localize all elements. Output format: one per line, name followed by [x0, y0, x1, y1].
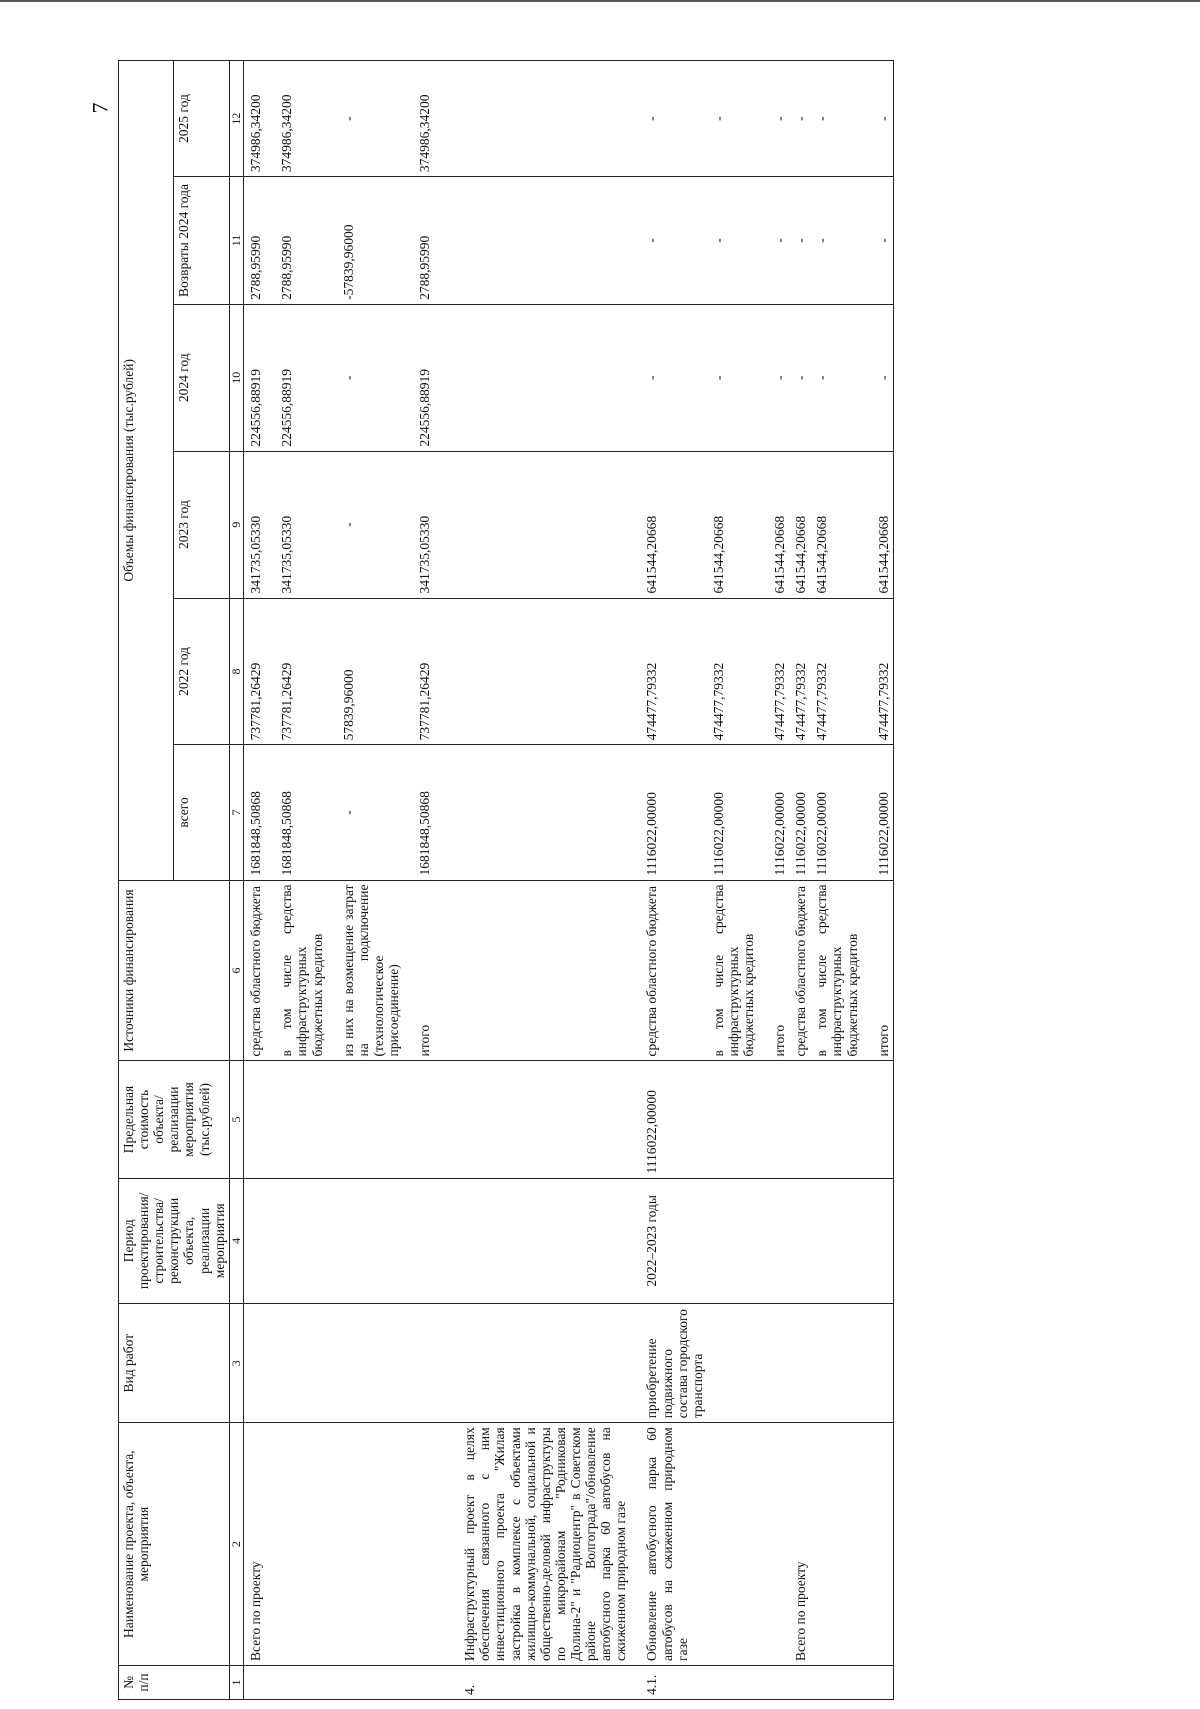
cell-period — [789, 1178, 810, 1304]
cell-name — [707, 1423, 758, 1666]
col-number: 9 — [229, 451, 243, 598]
cell-name: Обновление автобусного парка 60 автобусов на сжиженном природном газе — [630, 1423, 706, 1666]
cell-work-type — [862, 1304, 894, 1423]
cell-cost — [810, 1061, 861, 1178]
cell-cost — [789, 1061, 810, 1178]
cell-num — [265, 1665, 326, 1699]
cell-name — [758, 1423, 789, 1666]
header-num: № п/п — [119, 1665, 230, 1699]
cell-source: в том числе средства инфраструктурных бюджетных кредитов — [265, 880, 326, 1061]
cell-2023: 641544,20668 — [862, 451, 894, 598]
cell-period — [707, 1178, 758, 1304]
col-number: 3 — [229, 1304, 243, 1423]
cell-num — [862, 1665, 894, 1699]
cell-2025: 374986,34200 — [265, 61, 326, 177]
cell-2022: 474477,79332 — [789, 598, 810, 745]
cell-work-type — [327, 1304, 403, 1423]
cell-2023: 341735,05330 — [265, 451, 326, 598]
cell-total: 1116022,00000 — [862, 745, 894, 880]
cell-name — [403, 1423, 434, 1666]
cell-source: из них на возмещение затрат на подключение (технологическое присоединение) — [327, 880, 403, 1061]
cell-2025: - — [789, 61, 810, 177]
header-sources: Источники финансирования — [119, 880, 230, 1061]
cell-name: Всего по проекту — [789, 1423, 810, 1666]
cell-returns-2024: - — [810, 177, 861, 305]
cell-cost: 1116022,00000 — [630, 1061, 706, 1178]
table-row — [810, 61, 861, 1700]
cell-2023: 641544,20668 — [707, 451, 758, 598]
cell-total: 1116022,00000 — [707, 745, 758, 880]
cell-2023: 641544,20668 — [789, 451, 810, 598]
rotated-page — [118, 60, 1200, 1700]
cell-source: итого — [758, 880, 789, 1061]
cell-2024: - — [327, 304, 403, 451]
cell-cost — [244, 1061, 266, 1178]
cell-2022: 737781,26429 — [244, 598, 266, 745]
cell-returns-2024: - — [789, 177, 810, 305]
cell-period — [810, 1178, 861, 1304]
cell-returns-2024: -57839,96000 — [327, 177, 403, 305]
table-row — [244, 61, 266, 1700]
cell-num: 4.1. — [630, 1665, 706, 1699]
cell-2025: - — [810, 61, 861, 177]
cell-2024: - — [630, 304, 706, 451]
cell-2022 — [434, 598, 630, 745]
cell-work-type — [810, 1304, 861, 1423]
cell-2025: - — [630, 61, 706, 177]
cell-total: 1116022,00000 — [789, 745, 810, 880]
cell-period — [862, 1178, 894, 1304]
cell-cost — [434, 1061, 630, 1178]
table-row — [789, 61, 810, 1700]
cell-returns-2024: - — [707, 177, 758, 305]
cell-source: в том числе средства инфраструктурных бюджетных кредитов — [810, 880, 861, 1061]
cell-2024: 224556,88919 — [265, 304, 326, 451]
cell-work-type — [434, 1304, 630, 1423]
table-header — [119, 61, 244, 1700]
cell-total: 1116022,00000 — [758, 745, 789, 880]
cell-returns-2024: - — [758, 177, 789, 305]
cell-total: 1681848,50868 — [403, 745, 434, 880]
cell-source: средства областного бюджета — [789, 880, 810, 1061]
cell-2022: 474477,79332 — [862, 598, 894, 745]
cell-cost — [265, 1061, 326, 1178]
cell-name: Всего по проекту — [244, 1423, 266, 1666]
cell-2025 — [434, 61, 630, 177]
cell-work-type — [265, 1304, 326, 1423]
col-number: 11 — [229, 177, 243, 305]
cell-2025: - — [327, 61, 403, 177]
col-number: 6 — [229, 880, 243, 1061]
cell-total: 1116022,00000 — [630, 745, 706, 880]
cell-2024: - — [707, 304, 758, 451]
table-row — [862, 61, 894, 1700]
cell-total: - — [327, 745, 403, 880]
cell-2024: - — [758, 304, 789, 451]
cell-total: 1681848,50868 — [265, 745, 326, 880]
cell-2024: 224556,88919 — [244, 304, 266, 451]
cell-cost — [707, 1061, 758, 1178]
col-number: 10 — [229, 304, 243, 451]
cell-2025: 374986,34200 — [244, 61, 266, 177]
cell-2024: - — [810, 304, 861, 451]
header-2022: 2022 год — [174, 598, 229, 745]
cell-cost — [403, 1061, 434, 1178]
col-number: 1 — [229, 1665, 243, 1699]
col-number: 4 — [229, 1178, 243, 1304]
table-row — [327, 61, 403, 1700]
cell-num — [789, 1665, 810, 1699]
cell-num — [327, 1665, 403, 1699]
header-2023: 2023 год — [174, 451, 229, 598]
cell-returns-2024 — [434, 177, 630, 305]
cell-work-type — [707, 1304, 758, 1423]
table-row — [630, 61, 706, 1700]
cell-returns-2024: 2788,95990 — [265, 177, 326, 305]
col-number: 12 — [229, 61, 243, 177]
cell-total: 1681848,50868 — [244, 745, 266, 880]
cell-period — [244, 1178, 266, 1304]
cell-2024 — [434, 304, 630, 451]
header-returns-2024: Возвраты 2024 года — [174, 177, 229, 305]
cell-work-type — [789, 1304, 810, 1423]
cell-2023: 641544,20668 — [758, 451, 789, 598]
cell-2025: - — [758, 61, 789, 177]
table-row — [403, 61, 434, 1700]
cell-2022: 474477,79332 — [630, 598, 706, 745]
cell-returns-2024: - — [862, 177, 894, 305]
cell-period — [327, 1178, 403, 1304]
cell-cost — [862, 1061, 894, 1178]
cell-cost — [327, 1061, 403, 1178]
header-volumes-group: Объемы финансирования (тыс.рублей) — [119, 61, 174, 881]
scan-edge — [0, 0, 1200, 2]
header-2024: 2024 год — [174, 304, 229, 451]
cell-num — [810, 1665, 861, 1699]
cell-source: в том числе средства инфраструктурных бюджетных кредитов — [707, 880, 758, 1061]
cell-source: средства областного бюджета — [630, 880, 706, 1061]
cell-returns-2024: 2788,95990 — [403, 177, 434, 305]
cell-2023: 341735,05330 — [403, 451, 434, 598]
col-number: 2 — [229, 1423, 243, 1666]
table-row — [434, 61, 630, 1700]
cell-period — [434, 1178, 630, 1304]
cell-2025: - — [862, 61, 894, 177]
cell-name — [810, 1423, 861, 1666]
table-row — [707, 61, 758, 1700]
cell-num — [244, 1665, 266, 1699]
cell-2025: - — [707, 61, 758, 177]
cell-name: Инфраструктурный проект в целях обеспечения связанного с ним инвестиционного проекта "Жилая застройка в комплексе с объектами жилищно-коммунальной, социальной и общественно-деловой инфраструктуры по микрорайонам "Родниковая Долина-2" и "Радиоцентр" в Советском районе Волгограда"/обновление автобусного парка 60 автобусов на сжиженном природном газе — [434, 1423, 630, 1666]
cell-period: 2022–2023 годы — [630, 1178, 706, 1304]
cell-2022: 474477,79332 — [707, 598, 758, 745]
cell-2022: 737781,26429 — [403, 598, 434, 745]
cell-2022: 474477,79332 — [758, 598, 789, 745]
header-total: всего — [174, 745, 229, 880]
cell-total — [434, 745, 630, 880]
cell-num — [403, 1665, 434, 1699]
col-number: 8 — [229, 598, 243, 745]
table-body — [244, 61, 894, 1700]
header-period: Период проектирования/ строительства/ реконструкции объекта, реализации мероприятия — [119, 1178, 230, 1304]
cell-2023: 641544,20668 — [630, 451, 706, 598]
cell-2025: 374986,34200 — [403, 61, 434, 177]
cell-2023: 341735,05330 — [244, 451, 266, 598]
cell-source — [434, 880, 630, 1061]
header-name: Наименование проекта, объекта, мероприятия — [119, 1423, 230, 1666]
cell-period — [758, 1178, 789, 1304]
cell-2022: 57839,96000 — [327, 598, 403, 745]
cell-work-type — [403, 1304, 434, 1423]
header-2025: 2025 год — [174, 61, 229, 177]
cell-period — [265, 1178, 326, 1304]
cell-name — [862, 1423, 894, 1666]
cell-total: 1116022,00000 — [810, 745, 861, 880]
cell-num — [758, 1665, 789, 1699]
cell-2024: 224556,88919 — [403, 304, 434, 451]
cell-2024: - — [862, 304, 894, 451]
cell-source: средства областного бюджета — [244, 880, 266, 1061]
header-work-type: Вид работ — [119, 1304, 230, 1423]
financing-table — [118, 60, 894, 1700]
cell-num — [707, 1665, 758, 1699]
table-row — [758, 61, 789, 1700]
cell-period — [403, 1178, 434, 1304]
col-number: 5 — [229, 1061, 243, 1178]
cell-work-type — [244, 1304, 266, 1423]
cell-work-type — [758, 1304, 789, 1423]
cell-source: итого — [862, 880, 894, 1061]
cell-num: 4. — [434, 1665, 630, 1699]
cell-2023 — [434, 451, 630, 598]
page-number: 7 — [87, 102, 113, 114]
cell-source: итого — [403, 880, 434, 1061]
cell-2023: 641544,20668 — [810, 451, 861, 598]
cell-name — [265, 1423, 326, 1666]
cell-cost — [758, 1061, 789, 1178]
header-numbers-row — [229, 61, 243, 1700]
cell-work-type: приобретение подвижного состава городского транспорта — [630, 1304, 706, 1423]
cell-2023: - — [327, 451, 403, 598]
cell-returns-2024: - — [630, 177, 706, 305]
cell-name — [327, 1423, 403, 1666]
col-number: 7 — [229, 745, 243, 880]
cell-returns-2024: 2788,95990 — [244, 177, 266, 305]
cell-2022: 737781,26429 — [265, 598, 326, 745]
cell-2022: 474477,79332 — [810, 598, 861, 745]
table-row — [265, 61, 326, 1700]
header-cost: Предельная стоимость объекта/ реализации мероприятия (тыс.рублей) — [119, 1061, 230, 1178]
cell-2024: - — [789, 304, 810, 451]
